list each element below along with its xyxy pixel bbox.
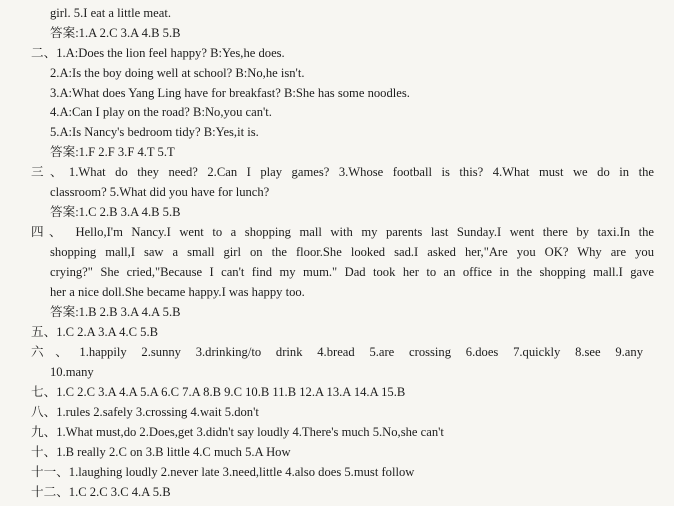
text-line: 10.many: [50, 365, 94, 379]
section-heading-10: 十、1.B really 2.C on 3.B little 4.C much 5.A How: [31, 445, 291, 459]
text-line: girl. 5.I eat a little meat.: [50, 6, 171, 20]
section-heading-11: 十一、1.laughing loudly 2.never late 3.need,little 4.also does 5.must follow: [31, 465, 415, 479]
answer-line: 答案:1.B 2.B 3.A 4.A 5.B: [50, 305, 181, 319]
passage-line: shopping mall,I saw a small girl on the floor.She looked sad.I asked her,"Are you OK? Why are you: [50, 245, 654, 259]
text-line: classroom? 5.What did you have for lunch?: [50, 185, 270, 199]
section-heading-8: 八、1.rules 2.safely 3.crossing 4.wait 5.don't: [31, 405, 259, 419]
passage-line: crying?" She cried,"Because I can't find my mum." Dad took her to an office in the shopping mall.I gave: [50, 265, 654, 279]
section-heading-3: 三、1.What do they need? 2.Can I play games? 3.Whose football is this? 4.What must we do in the: [31, 165, 654, 179]
section-heading-12: 十二、1.C 2.C 3.C 4.A 5.B: [31, 485, 171, 499]
section-heading-5: 五、1.C 2.A 3.A 4.C 5.B: [31, 325, 159, 339]
text-line: 2.A:Is the boy doing well at school? B:No,he isn't.: [50, 66, 305, 80]
text-line: 3.A:What does Yang Ling have for breakfast? B:She has some noodles.: [50, 86, 410, 100]
answer-line: 答案:1.F 2.F 3.F 4.T 5.T: [50, 145, 175, 159]
section-heading-4: 四、 Hello,I'm Nancy.I went to a shopping mall with my parents last Sunday.I went there by taxi.In the: [31, 225, 654, 239]
answer-line: 答案:1.A 2.C 3.A 4.B 5.B: [50, 26, 181, 40]
text-line: 4.A:Can I play on the road? B:No,you can't.: [50, 105, 272, 119]
section-heading-7: 七、1.C 2.C 3.A 4.A 5.A 6.C 7.A 8.B 9.C 10.B 11.B 12.A 13.A 14.A 15.B: [31, 385, 406, 399]
section-heading-9: 九、1.What must,do 2.Does,get 3.didn't say loudly 4.There's much 5.No,she can't: [31, 425, 444, 439]
passage-line: her a nice doll.She became happy.I was happy too.: [50, 285, 305, 299]
section-heading-2: 二、1.A:Does the lion feel happy? B:Yes,he does.: [31, 46, 285, 60]
section-heading-6: 六、1.happily 2.sunny 3.drinking/to drink 4.bread 5.are crossing 6.does 7.quickly 8.see 9.any: [31, 345, 643, 359]
answer-line: 答案:1.C 2.B 3.A 4.B 5.B: [50, 205, 181, 219]
text-line: 5.A:Is Nancy's bedroom tidy? B:Yes,it is.: [50, 125, 259, 139]
